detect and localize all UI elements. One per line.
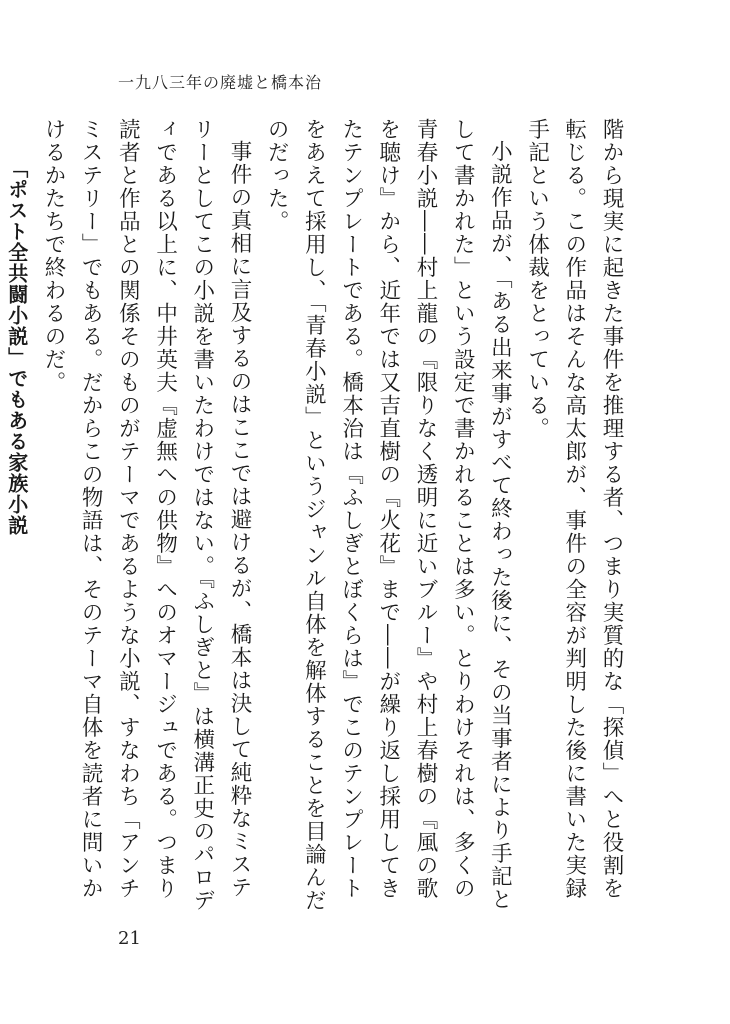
paragraph-1: 階から現実に起きた事件を推理する者、つまり実質的な「探偵」へと役割を転じる。この作品はそんな高太郎が、事件の全容が判明した後に書いた実録手記という体裁をとっている。 [524,118,624,900]
paragraph-2: 小説作品が、「ある出来事がすべて終わった後に、その当事者により手記として書かれた」という設定で書かれることは多い。とりわけそれは、多くの青春小説――村上龍の『限りなく透明に近いブルー』や村上春樹の『風の歌を聴け』から、近年では又吉直樹の『火花』まで――が繰り返し採用してきたテンプレートである。橋本治は『ふしぎとぼくらは』でこのテンプレートをあえて採用し、「青春小説」というジャンル自体を解体することを目論んだのだった。 [264,118,513,913]
page-number: 21 [118,928,141,949]
section-heading: 「ポスト全共闘小説」でもある家族小説 [4,158,29,536]
paragraph-3: 事件の真相に言及するのはここでは避けるが、橋本は決して純粋なミステリーとしてこの小説を書いたわけではない。『ふしぎと』は横溝正史のパロディである以上に、中井英夫『虚無への供物』へのオマージュである。つまり読者と作品との関係そのものがテーマであるような小説、すなわち「アンチミステリー」でもある。だからこの物語は、そのテーマ自体を読者に問いかけるかたちで終わるのだ。 [40,118,252,913]
body-text [4,118,630,918]
running-head: 一九八三年の廃墟と橋本治 [118,73,323,92]
